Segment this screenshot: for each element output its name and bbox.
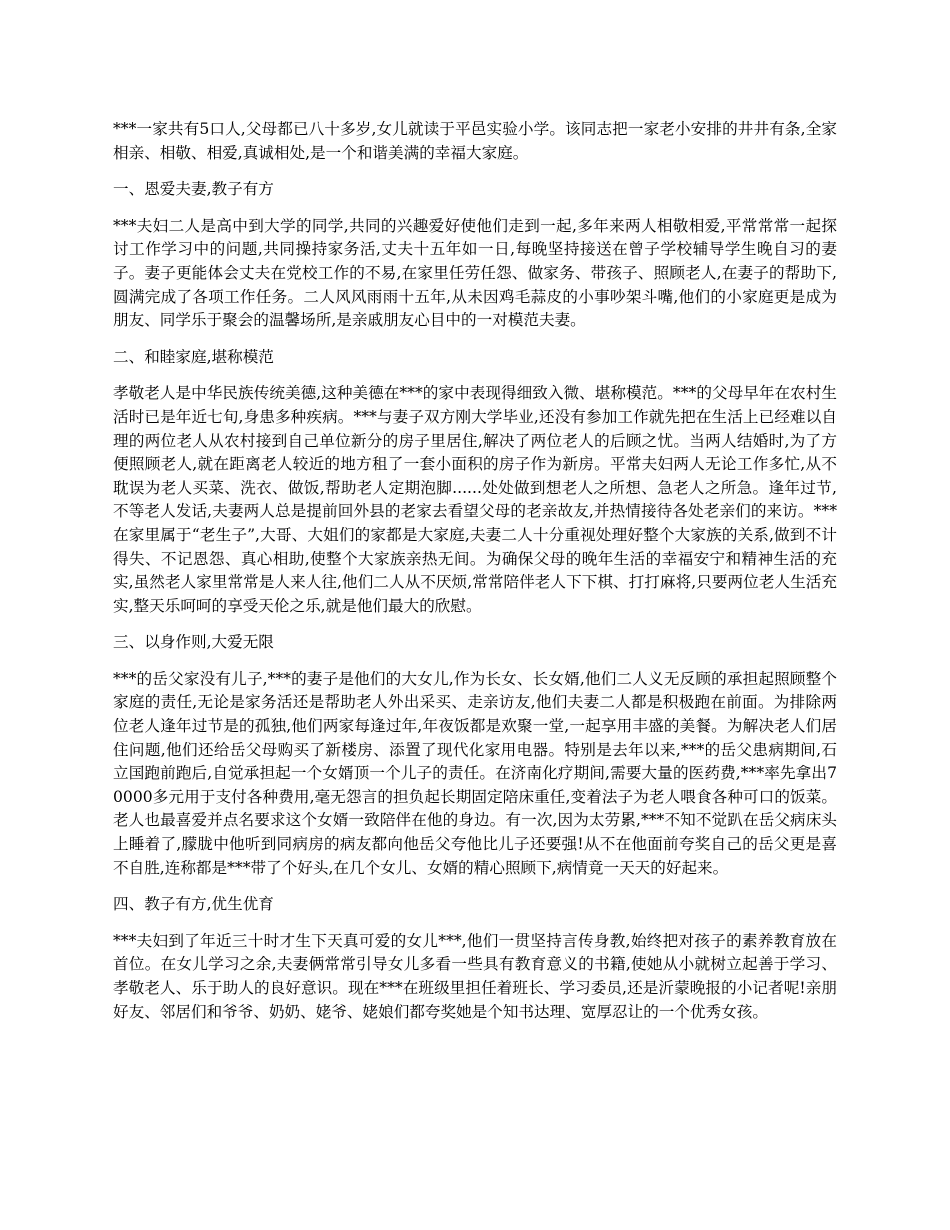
section-heading-3: 三、以身作则,大爱无限 [113,633,274,652]
section-4-paragraph: ***夫妇到了年近三十时才生下天真可爱的女儿***,他们一贯坚持言传身教,始终把对孩子的素养教育放在首位。在女儿学习之余,夫妻俩常常引导女儿多看一些具有教育意义的书籍,使她从小就树立起善于学习、孝敬老人、乐于助人的良好意识。现在***在班级里担任着班长、学习委员,还是沂蒙晚报的小记者呢!亲朋好友、邻居们和爷爷、奶奶、姥爷、姥娘们都夸奖她是个知书达理、宽厚忍让的一个优秀女孩。 [113,931,837,1021]
document-body [113,118,837,1037]
section-1-paragraph: ***夫妇二人是高中到大学的同学,共同的兴趣爱好使他们走到一起,多年来两人相敬相爱,平常常常一起探讨工作学习中的问题,共同操持家务活,丈夫十五年如一日,每晚坚持接送在曾子学校辅导学生晚自习的妻子。妻子更能体会丈夫在党校工作的不易,在家里任劳任怨、做家务、带孩子、照顾老人,在妻子的帮助下,圆满完成了各项工作任务。二人风风雨雨十五年,从未因鸡毛蒜皮的小事吵架斗嘴,他们的小家庭更是成为朋友、同学乐于聚会的温馨场所,是亲戚朋友心目中的一对模范夫妻。 [113,216,837,330]
section-heading-2: 二、和睦家庭,堪称模范 [113,347,274,366]
section-heading-1: 一、恩爱夫妻,教子有方 [113,180,274,199]
section-2-paragraph: 孝敬老人是中华民族传统美德,这种美德在***的家中表现得细致入微、堪称模范。***的父母早年在农村生活时已是年近七旬,身患多种疾病。***与妻子双方刚大学毕业,还没有参加工作就先把在生活上已经难以自理的两位老人从农村接到自己单位新分的房子里居住,解决了两位老人的后顾之忧。当两人结婚时,为了方便照顾老人,就在距离老人较近的地方租了一套小面积的房子作为新房。平常夫妇两人无论工作多忙,从不耽误为老人买菜、洗衣、做饭,帮助老人定期泡脚......处处做到想老人之所想、急老人之所急。逢年过节,不等老人发话,夫妻两人总是提前回外县的老家去看望父母的老亲故友,并热情接待各处老亲们的来访。***在家里属于“老生子”,大哥、大姐们的家都是大家庭,夫妻二人十分重视处理好整个大家族的关系,做到不计得失、不记恩怨、真心相助,使整个大家族亲热无间。为确保父母的晚年生活的幸福安宁和精神生活的充实,虽然老人家里常常是人来人往,他们二人从不厌烦,常常陪伴老人下下棋、打打麻将,只要两位老人生活充实,整天乐呵呵的享受天伦之乐,就是他们最大的欣慰。 [113,384,837,615]
section-3-paragraph: ***的岳父家没有儿子,***的妻子是他们的大女儿,作为长女、长女婿,他们二人义无反顾的承担起照顾整个家庭的责任,无论是家务活还是帮助老人外出采买、走亲访友,他们夫妻二人都是积极跑在前面。为排除两位老人逢年过节是的孤独,他们两家每逢过年,年夜饭都是欢聚一堂,一起享用丰盛的美餐。为解决老人们居住问题,他们还给岳父母购买了新楼房、添置了现代化家用电器。特别是去年以来,***的岳父患病期间,石立国跑前跑后,自觉承担起一个女婿顶一个儿子的责任。在济南化疗期间,需要大量的医药费,***率先拿出70000多元用于支付各种费用,毫无怨言的担负起长期固定陪床重任,变着法子为老人喂食各种可口的饭菜。老人也最喜爱并点名要求这个女婿一致陪伴在他的身边。有一次,因为太劳累,***不知不觉趴在岳父病床头上睡着了,朦胧中他听到同病房的病友都向他岳父夸他比儿子还要强!从不在他面前夸奖自己的岳父更是喜不自胜,连称都是***带了个好头,在几个女儿、女婿的精心照顾下,病情竟一天天的好起来。 [113,669,837,877]
intro-paragraph: ***一家共有5口人,父母都已八十多岁,女儿就读于平邑实验小学。该同志把一家老小安排的井井有条,全家相亲、相敬、相爱,真诚相处,是一个和谐美满的幸福大家庭。 [113,120,837,162]
section-heading-4: 四、教子有方,优生优育 [113,895,274,914]
